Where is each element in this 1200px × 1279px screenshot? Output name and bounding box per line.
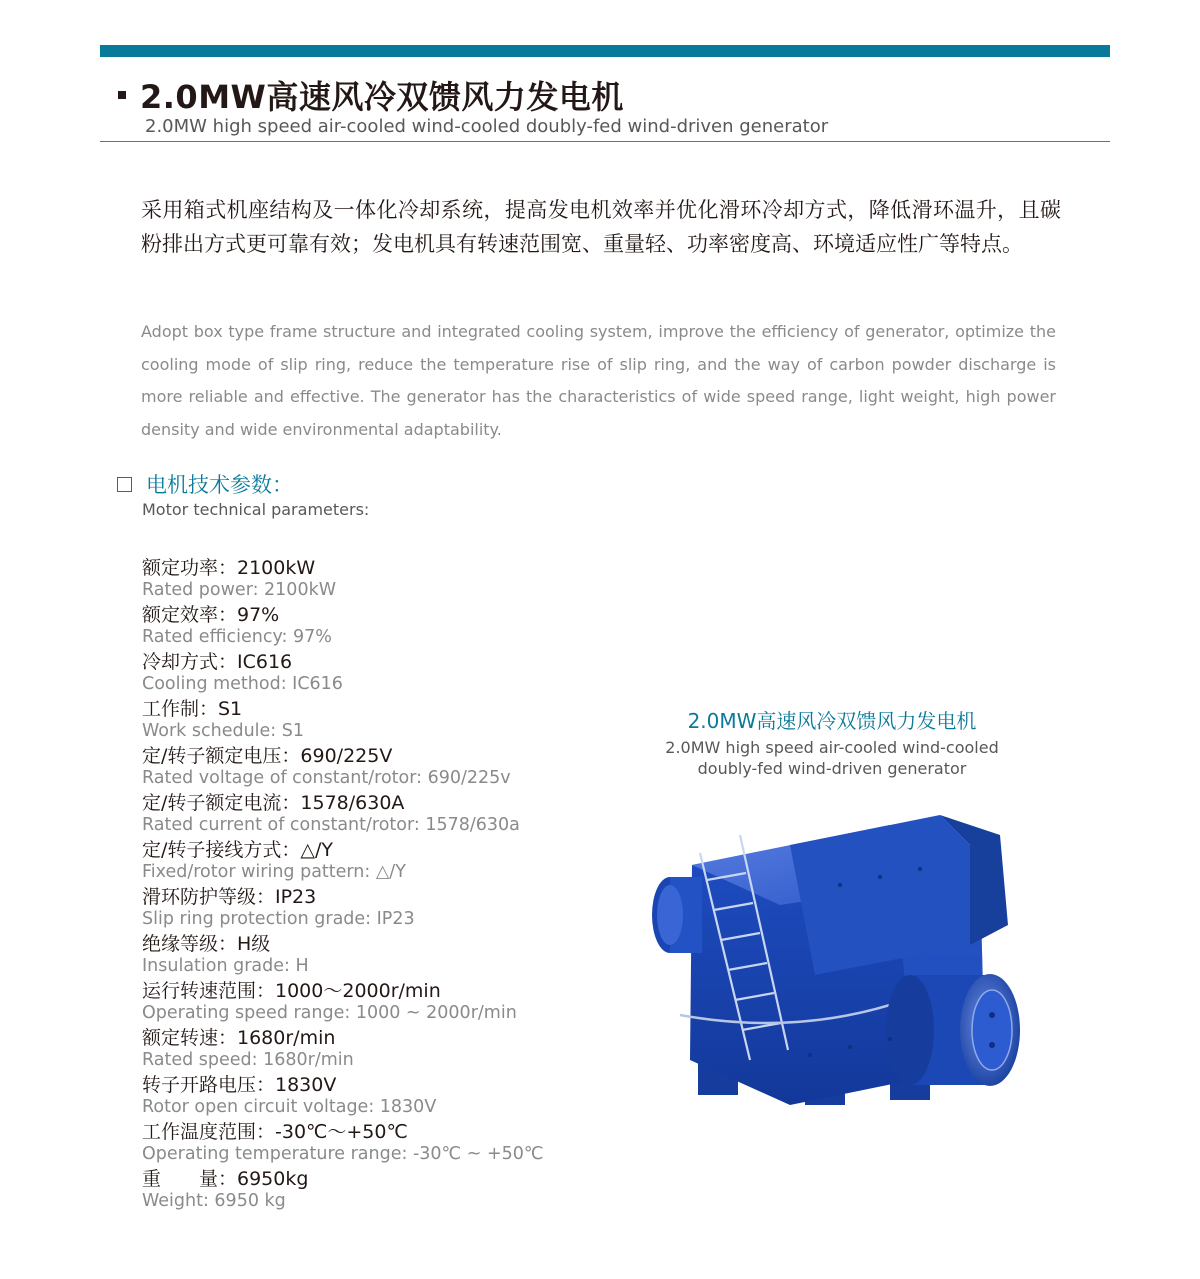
intro-paragraph-cn: 采用箱式机座结构及一体化冷却系统，提高发电机效率并优化滑环冷却方式，降低滑环温升，且碳粉排出方式更可靠有效；发电机具有转速范围宽、重量轻、功率密度高、环境适应性广等特点。 [141,198,1061,256]
parameter-en: Rated efficiency: 97% [142,627,332,647]
parameter-list [142,556,612,1214]
parameter-cn: 绝缘等级：H级 [142,933,271,955]
parameter-en: Rated speed: 1680r/min [142,1050,354,1070]
parameter-item [142,885,612,932]
parameter-item [142,1120,612,1167]
product-caption-en-line1: 2.0MW high speed air-cooled wind-cooled [665,738,999,757]
parameter-item [142,650,612,697]
header-divider [100,141,1110,142]
parameter-en: Cooling method: IC616 [142,674,343,694]
parameter-item [142,744,612,791]
parameter-item [142,1073,612,1120]
parameter-en: Rated power: 2100kW [142,580,337,600]
parameter-en: Slip ring protection grade: IP23 [142,909,415,929]
title-bullet [118,91,126,99]
parameter-item [142,838,612,885]
parameter-cn: 额定效率：97% [142,604,280,626]
section-heading [117,469,293,499]
parameter-cn: 工作温度范围：-30℃～+50℃ [142,1121,408,1143]
product-caption-cn: 2.0MW高速风冷双馈风力发电机 [687,709,977,733]
parameter-cn: 滑环防护等级：IP23 [142,886,317,908]
parameter-cn: 工作制：S1 [142,698,243,720]
parameter-item [142,791,612,838]
parameter-cn: 额定功率：2100kW [142,557,316,579]
parameter-cn: 定/转子接线方式：△/Y [142,839,334,861]
parameter-cn: 定/转子额定电流：1578/630A [142,792,405,814]
parameter-cn: 冷却方式：IC616 [142,651,293,673]
parameter-cn: 重 量：6950kg [142,1168,309,1190]
page-title: 2.0MW高速风冷双馈风力发电机 [140,78,624,116]
parameter-item [142,603,612,650]
section-square-icon [117,477,132,492]
intro-paragraph-en: Adopt box type frame structure and integrated cooling system, improve the efficiency of generator, optimize the cooling mode of slip ring, reduce the temperature rise of slip ring, and the way of carbon powder discharge is more reliable and effective. The generator has the characteristics of wide speed range, light weight, high power density and wide environmental adaptability. [141,322,1056,439]
parameter-en: Insulation grade: H [142,956,309,976]
section-subtitle: Motor technical parameters: [142,500,370,519]
parameter-en: Operating speed range: 1000 ~ 2000r/min [142,1003,517,1023]
parameter-en: Operating temperature range: -30℃ ~ +50℃ [142,1144,544,1164]
product-caption-en-line2: doubly-fed wind-driven generator [697,759,967,778]
parameter-cn: 运行转速范围：1000～2000r/min [142,980,441,1002]
parameter-item [142,556,612,603]
parameter-en: Work schedule: S1 [142,721,305,741]
parameter-en: Fixed/rotor wiring pattern: △/Y [142,862,406,882]
header-accent-bar [100,45,1110,57]
parameter-item [142,697,612,744]
parameter-item [142,1167,612,1214]
page-subtitle: 2.0MW high speed air-cooled wind-cooled doubly-fed wind-driven generator [145,116,829,137]
parameter-item [142,932,612,979]
parameter-en: Weight: 6950 kg [142,1191,286,1211]
section-title: 电机技术参数： [146,473,293,497]
parameter-item [142,979,612,1026]
parameter-cn: 额定转速：1680r/min [142,1027,336,1049]
generator-image [640,805,1030,1125]
parameter-cn: 定/转子额定电压：690/225V [142,745,393,767]
parameter-en: Rated voltage of constant/rotor: 690/225v [142,768,511,788]
parameter-cn: 转子开路电压：1830V [142,1074,337,1096]
parameter-item [142,1026,612,1073]
parameter-en: Rotor open circuit voltage: 1830V [142,1097,437,1117]
product-caption-en [620,737,1044,779]
parameter-en: Rated current of constant/rotor: 1578/630a [142,815,520,835]
page-title-row [118,72,624,118]
